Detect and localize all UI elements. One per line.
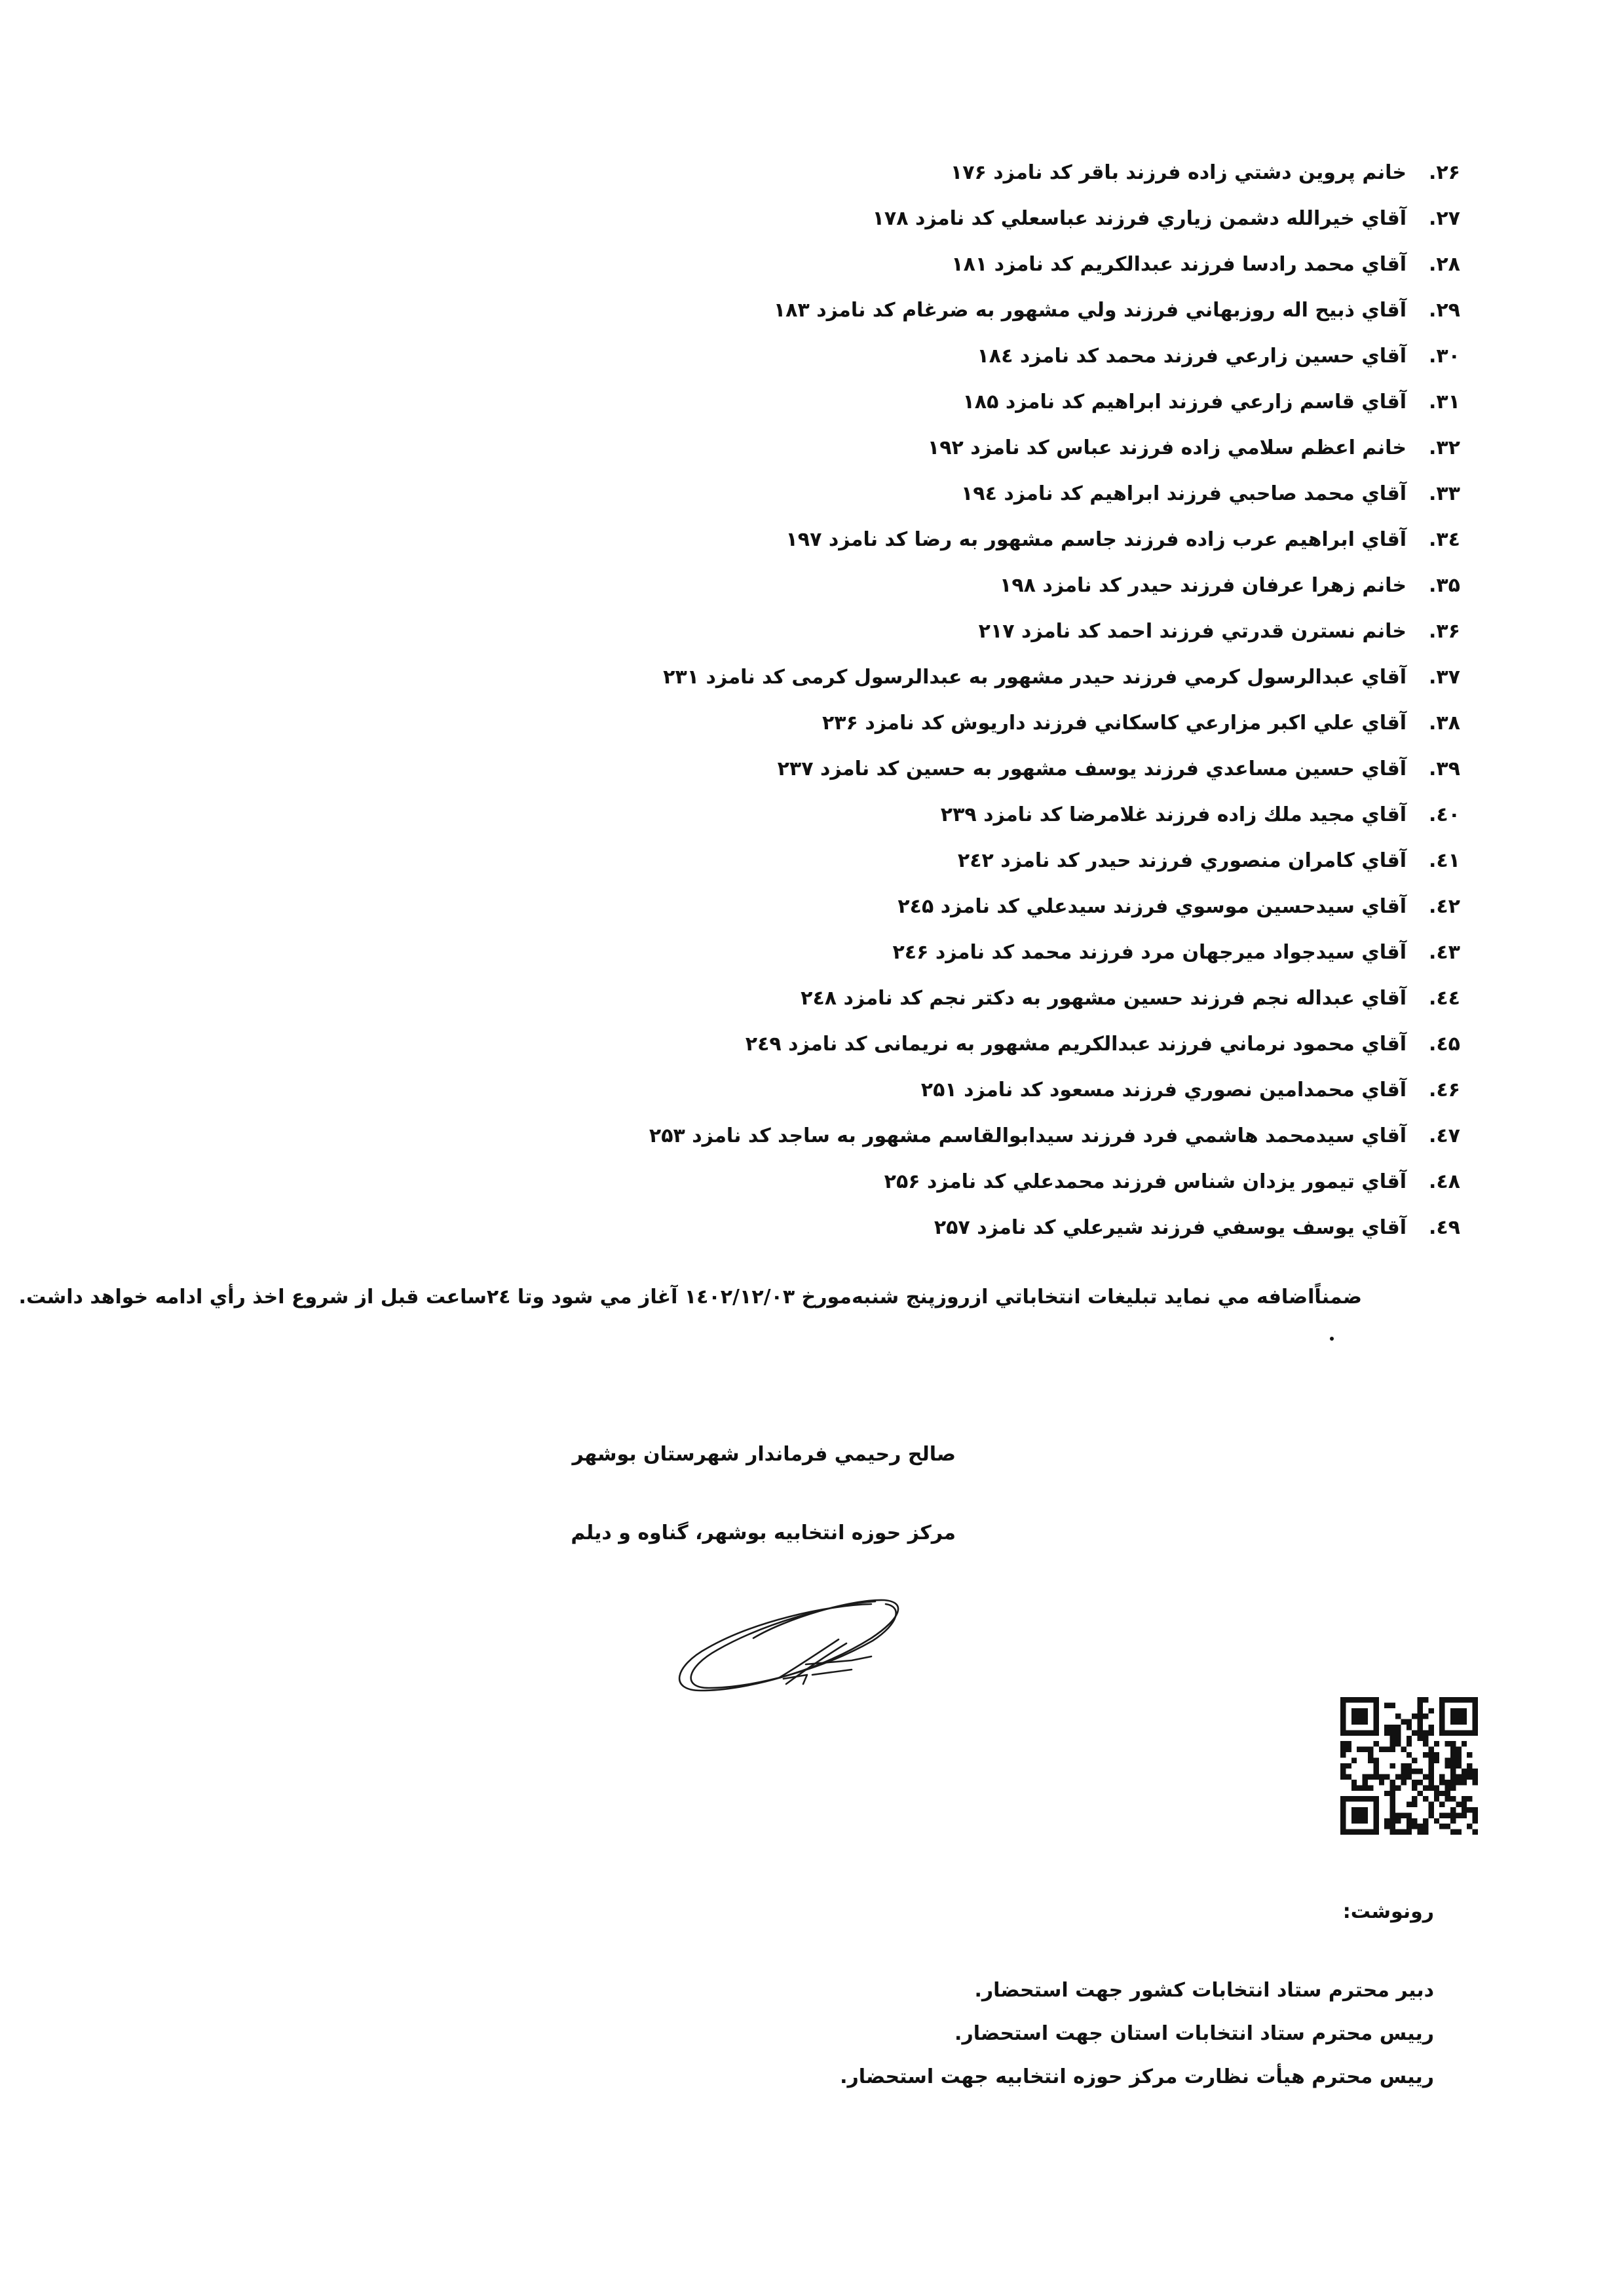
candidate-text: خانم نسترن قدرتي فرزند احمد كد نامزد ۲۱۷ xyxy=(978,619,1407,643)
candidate-item xyxy=(347,195,1460,241)
candidate-number: ٤۱. xyxy=(1428,849,1460,872)
candidate-item xyxy=(347,379,1460,425)
candidate-item xyxy=(347,883,1460,929)
candidate-item xyxy=(347,1021,1460,1067)
candidate-item xyxy=(347,562,1460,608)
candidate-item xyxy=(347,1067,1460,1113)
candidate-text: آقاي ذبيح اله روزبهاني فرزند ولي مشهور به ضرغام كد نامزد ۱۸۳ xyxy=(773,298,1407,322)
candidate-item xyxy=(347,287,1460,333)
candidate-text: آقاي يوسف يوسفي فرزند شيرعلي كد نامزد ۲۵۷ xyxy=(934,1215,1407,1239)
candidate-number: ۳۸. xyxy=(1428,711,1460,735)
candidate-item xyxy=(347,746,1460,792)
candidate-number: ۳۹. xyxy=(1428,757,1460,780)
candidate-text: آقاي محمد رادسا فرزند عبدالكريم كد نامزد ۱۸۱ xyxy=(951,252,1407,276)
candidate-item xyxy=(347,929,1460,975)
candidate-text: آقاي كامران منصوري فرزند حيدر كد نامزد ۲٤۲ xyxy=(957,849,1407,872)
stray-dot xyxy=(1330,1337,1334,1341)
candidate-text: آقاي عبدالرسول كرمي فرزند حيدر مشهور به عبدالرسول كرمی كد نامزد ۲۳۱ xyxy=(663,665,1407,689)
candidate-number: ۳۳. xyxy=(1428,482,1460,505)
candidate-number: ۳۲. xyxy=(1428,436,1460,459)
candidate-item xyxy=(347,975,1460,1021)
candidate-item xyxy=(347,792,1460,837)
candidate-number: ۳۰. xyxy=(1428,344,1460,368)
candidate-number: ٤۵. xyxy=(1428,1032,1460,1056)
candidate-item xyxy=(347,700,1460,746)
candidate-number: ۳۶. xyxy=(1428,619,1460,643)
candidate-text: خانم زهرا عرفان فرزند حيدر كد نامزد ۱۹۸ xyxy=(1000,573,1407,597)
candidate-number: ۲۶. xyxy=(1428,161,1460,184)
candidate-number: ۳٤. xyxy=(1428,527,1460,551)
candidate-number: ۳۱. xyxy=(1428,390,1460,413)
candidate-number: ۳۵. xyxy=(1428,573,1460,597)
candidate-text: آقاي محمدامين نصوري فرزند مسعود كد نامزد ۲۵۱ xyxy=(920,1078,1407,1101)
candidate-text: آقاي سيدمحمد هاشمي فرد فرزند سيدابوالقاسم مشهور به ساجد كد نامزد ۲۵۳ xyxy=(649,1124,1407,1147)
candidate-number: ٤۷. xyxy=(1428,1124,1460,1147)
candidate-item xyxy=(347,1204,1460,1250)
signatory-center: مركز حوزه انتخابيه بوشهر، گناوه و ديلم xyxy=(571,1521,956,1544)
copies-title: رونوشت: xyxy=(1342,1900,1434,1923)
copies-list xyxy=(840,1969,1434,2099)
candidate-number: ٤۶. xyxy=(1428,1078,1460,1101)
candidate-number: ٤۳. xyxy=(1428,940,1460,964)
candidate-text: آقاي مجيد ملك زاده فرزند غلامرضا كد نامزد ۲۳۹ xyxy=(940,803,1407,826)
handwritten-signature xyxy=(655,1592,930,1704)
candidate-item xyxy=(347,1113,1460,1158)
candidate-item xyxy=(347,149,1460,195)
candidate-item xyxy=(347,425,1460,470)
copy-recipient: دبير محترم ستاد انتخابات كشور جهت استحضار. xyxy=(974,1979,1434,2002)
candidate-text: آقاي علي اكبر مزارعي كاسكاني فرزند داريوش كد نامزد ۲۳۶ xyxy=(821,711,1407,735)
candidate-number: ٤۰. xyxy=(1428,803,1460,826)
candidate-list xyxy=(347,149,1460,1250)
campaign-note: ضمناًاضافه مي نمايد تبليغات انتخاباتي ازروزپنج شنبه‌مورخ ۱٤۰۲/۱۲/۰۳ آغاز مي شود وتا ۲٤ساعت قبل از شروع اخذ رأي ادامه خواهد داشت. xyxy=(18,1286,1362,1309)
candidate-number: ۳۷. xyxy=(1428,665,1460,689)
copy-recipient: رييس محترم ستاد انتخابات استان جهت استحضار. xyxy=(954,2022,1434,2045)
candidate-text: آقاي عبداله نجم فرزند حسين مشهور به دكتر نجم كد نامزد ۲٤۸ xyxy=(801,986,1407,1010)
copy-recipient: رييس محترم هيأت نظارت مركز حوزه انتخابيه جهت استحضار. xyxy=(840,2065,1434,2088)
candidate-text: آقاي محمد صاحبي فرزند ابراهيم كد نامزد ۱۹٤ xyxy=(960,482,1407,505)
candidate-item xyxy=(347,241,1460,287)
candidate-item xyxy=(347,516,1460,562)
candidate-text: آقاي قاسم زارعي فرزند ابراهيم كد نامزد ۱۸۵ xyxy=(962,390,1407,413)
candidate-text: خانم پروين دشتي زاده فرزند باقر كد نامزد ۱۷۶ xyxy=(950,161,1407,184)
candidate-item xyxy=(347,1158,1460,1204)
candidate-number: ۲۹. xyxy=(1428,298,1460,322)
candidate-item xyxy=(347,837,1460,883)
candidate-item xyxy=(347,654,1460,700)
candidate-text: آقاي محمود نرماني فرزند عبدالكريم مشهور به نريمانی كد نامزد ۲٤۹ xyxy=(745,1032,1407,1056)
candidate-number: ۲۷. xyxy=(1428,206,1460,230)
candidate-text: آقاي سيدحسين موسوي فرزند سيدعلي كد نامزد ۲٤۵ xyxy=(897,894,1407,918)
candidate-number: ٤٤. xyxy=(1428,986,1460,1010)
signatory-name: صالح رحيمي فرماندار شهرستان بوشهر xyxy=(572,1443,956,1466)
candidate-item xyxy=(347,608,1460,654)
candidate-number: ٤۸. xyxy=(1428,1170,1460,1193)
candidate-item xyxy=(347,470,1460,516)
qr-code xyxy=(1340,1697,1478,1835)
candidate-text: آقاي حسين مساعدي فرزند يوسف مشهور به حسين كد نامزد ۲۳۷ xyxy=(777,757,1407,780)
candidate-text: آقاي سيدجواد ميرجهان مرد فرزند محمد كد نامزد ۲٤۶ xyxy=(892,940,1407,964)
candidate-number: ٤۲. xyxy=(1428,894,1460,918)
candidate-text: خانم اعظم سلامي زاده فرزند عباس كد نامزد ۱۹۲ xyxy=(927,436,1407,459)
candidate-text: آقاي ابراهيم عرب زاده فرزند جاسم مشهور به رضا كد نامزد ۱۹۷ xyxy=(785,527,1407,551)
candidate-text: آقاي تيمور يزدان شناس فرزند محمدعلي كد نامزد ۲۵۶ xyxy=(884,1170,1407,1193)
candidate-number: ٤۹. xyxy=(1428,1215,1460,1239)
candidate-text: آقاي حسين زارعي فرزند محمد كد نامزد ۱۸٤ xyxy=(977,344,1407,368)
candidate-text: آقاي خيرالله دشمن زياري فرزند عباسعلي كد نامزد ۱۷۸ xyxy=(872,206,1407,230)
candidate-number: ۲۸. xyxy=(1428,252,1460,276)
candidate-item xyxy=(347,333,1460,379)
